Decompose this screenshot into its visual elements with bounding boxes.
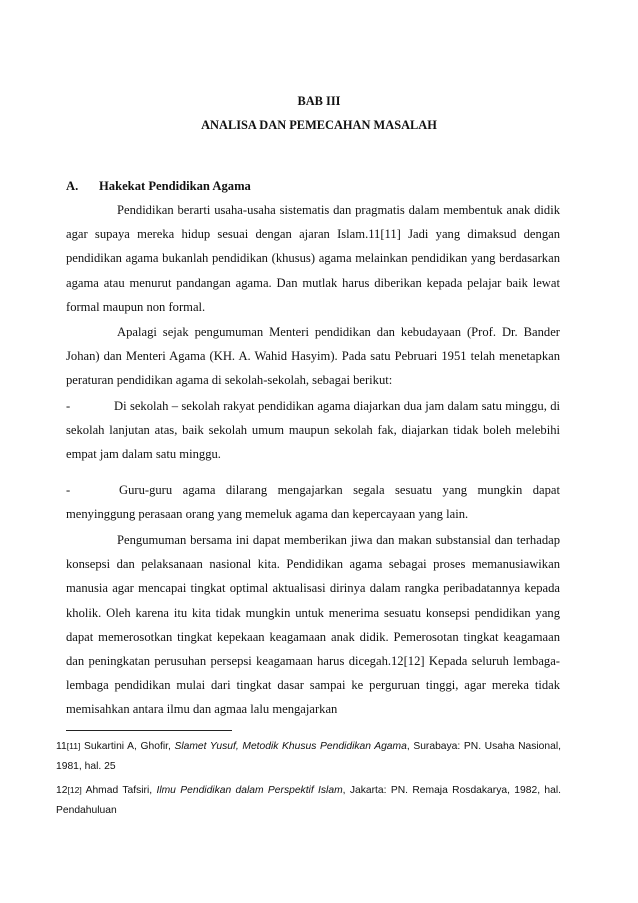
list-item-1 xyxy=(66,394,560,467)
footnote-title: Slamet Yusuf, Metodik Khusus Pendidikan Agama xyxy=(174,741,407,752)
footnote-12 xyxy=(56,781,561,820)
footnote-ref: [11] xyxy=(66,741,81,751)
list-dash: - xyxy=(66,483,71,497)
list-item-2 xyxy=(66,478,560,526)
footnote-title: Ilmu Pendidikan dalam Perspektif Islam xyxy=(156,785,343,796)
footnote-text: Sukartini A, Ghofir, xyxy=(80,741,175,752)
paragraph-2: Apalagi sejak pengumuman Menteri pendidikan dan kebudayaan (Prof. Dr. Bander Johan) dan Menteri Agama (KH. A. Wahid Hasyim). Pada satu Pebruari 1951 telah menetapkan peraturan pendidikan agama di sekolah-sekolah, sebagai berikut: xyxy=(66,325,560,388)
footnote-number: 12 xyxy=(56,785,68,796)
chapter-label: BAB III xyxy=(297,94,341,108)
list-dash: - xyxy=(66,399,71,413)
footnote-text: , Surabaya: PN. Usaha Nasional, 1981, hal. 25 xyxy=(56,741,561,772)
section-number: A. xyxy=(66,179,79,193)
chapter-title: ANALISA DAN PEMECAHAN MASALAH xyxy=(201,118,437,132)
list-item-text: Guru-guru agama dilarang mengajarkan segala sesuatu yang mungkin dapat menyinggung perasaan orang yang memeluk agama dan kepercayaan yang lain. xyxy=(66,483,560,522)
footnote-ref: [12] xyxy=(67,785,82,795)
paragraph-1: Pendidikan berarti usaha-usaha sistematis dan pragmatis dalam membentuk anak didik agar supaya mereka hidup sesuai dengan ajaran Islam.11[11] Jadi yang dimaksud dengan pendidikan agama bukanlah pendidikan (khusus) agama melainkan pendidikan yang berdasarkan agama atau menurut pandangan agama. Dan mutlak harus diberikan kepada pelajar baik lewat formal maupun non formal. xyxy=(66,203,560,314)
footnote-11 xyxy=(56,737,561,776)
paragraph-3: Pengumuman bersama ini dapat memberikan jiwa dan makan substansial dan terhadap konsepsi dan pelaksanaan nasional kita. Pendidikan agama sebagai proses memanusiawikan manusia agar mencapai tingkat optimal aktualisasi dirinya dalam rangka peribadatannya kepada kholik. Oleh karena itu kita tidak mungkin untuk menerima sesuatu konsepsi pendidikan yang dapat memerosotkan tingkat kepekaan keagamaan anak didik. Pemerosotan tingkat keagamaan dan peningkatan perusuhan persepsi keagamaan harus dicegah.12[12] Kepada seluruh lembaga-lembaga pendidikan mulai dari tingkat dasar sampai ke perguruan tinggi, agar mereka tidak memisahkan antara ilmu dan agmaa lalu mengajarkan xyxy=(66,533,560,717)
footnote-number: 11 xyxy=(56,741,67,752)
footnote-text: Ahmad Tafsiri, xyxy=(81,785,157,796)
section-heading xyxy=(66,179,251,194)
footnote-separator xyxy=(66,730,232,731)
footnote-text: , Jakarta: PN. Remaja Rosdakarya, 1982, hal. Pendahuluan xyxy=(56,785,561,816)
section-title: Hakekat Pendidikan Agama xyxy=(99,179,251,193)
list-item-text: Di sekolah – sekolah rakyat pendidikan agama diajarkan dua jam dalam satu minggu, di sekolah lanjutan atas, baik sekolah umum maupun sekolah fak, diajarkan tidak boleh melebihi empat jam dalam satu minggu. xyxy=(66,399,560,462)
